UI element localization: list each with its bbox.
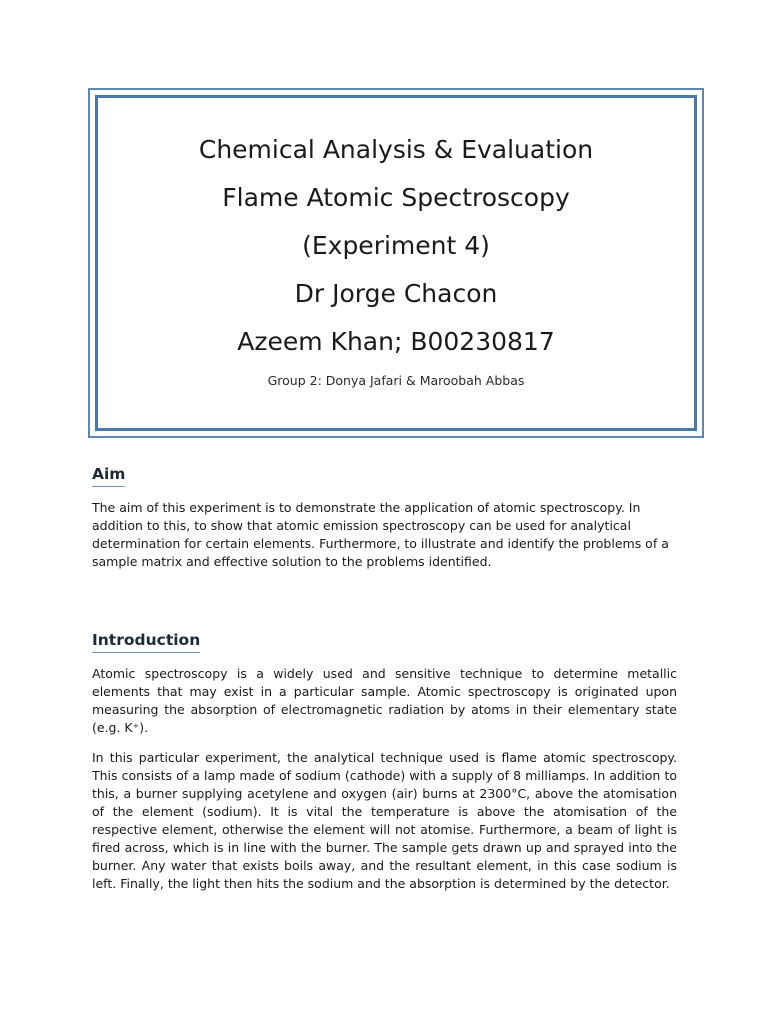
aim-heading: Aim [92,465,125,487]
lecturer-name: Dr Jorge Chacon [294,279,498,308]
group-members: Group 2: Donya Jafari & Maroobah Abbas [267,373,525,388]
student-name-id: Azeem Khan; B00230817 [237,327,555,356]
introduction-heading: Introduction [92,631,200,653]
experiment-number: (Experiment 4) [302,231,490,260]
title-block [95,95,697,390]
introduction-paragraph-1: Atomic spectroscopy is a widely used and sensitive technique to determine metallic elements that may exist in a particular sample. Atomic spectroscopy is originated upon measuring the absorption of electromagnetic radiation by atoms in their elementary state (e.g. K⁺). [92,666,677,735]
introduction-paragraph-2: In this particular experiment, the analytical technique used is flame atomic spectroscopy. This consists of a lamp made of sodium (cathode) with a supply of 8 milliamps. In addition to this, a burner supplying acetylene and oxygen (air) burns at 2300°C, above the atomisation of the element (sodium). It is vital the temperature is above the atomisation of the respective element, otherwise the element will not atomise. Furthermore, a beam of light is fired across, which is in line with the burner. The sample gets drawn up and sprayed into the burner. Any water that exists boils away, and the resultant element, in this case sodium is left. Finally, the light then hits the sodium and the absorption is determined by the detector. [92,750,677,891]
topic-title: Flame Atomic Spectroscopy [222,183,570,212]
course-title: Chemical Analysis & Evaluation [198,135,594,164]
aim-paragraph: The aim of this experiment is to demonstrate the application of atomic spectroscopy. In addition to this, to show that atomic emission spectroscopy can be used for analytical determination for certain elements. Furthermore, to illustrate and identify the problems of a sample matrix and effective solution to the problems identified. [92,500,669,569]
